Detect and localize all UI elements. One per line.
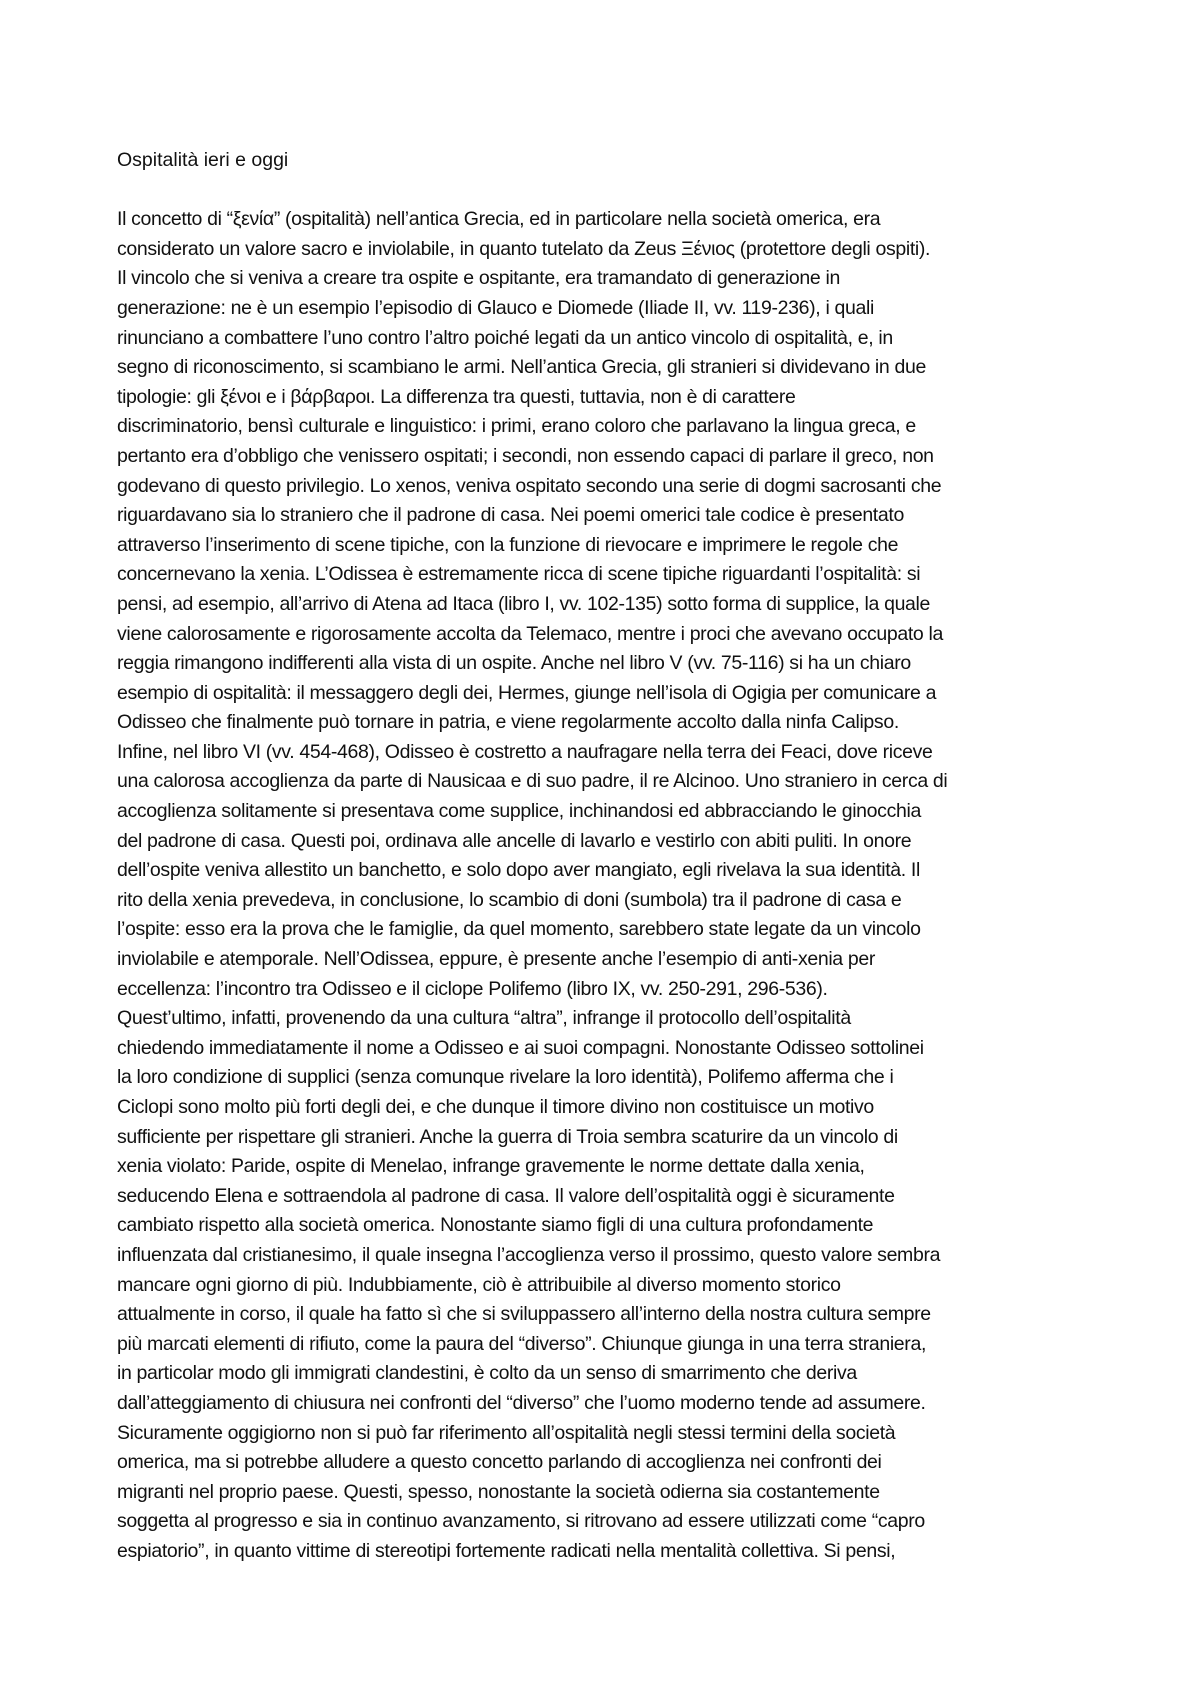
paragraph-line: rinunciano a combattere l’uno contro l’altro poiché legati da un antico vincolo di ospitalità, e, in — [117, 326, 893, 349]
paragraph-line: riguardavano sia lo straniero che il padrone di casa. Nei poemi omerici tale codice è presentato — [117, 504, 904, 527]
document-title: Ospitalità ieri e oggi — [117, 149, 289, 171]
paragraph-line: del padrone di casa. Questi poi, ordinava alle ancelle di lavarlo e vestirlo con abiti puliti. In onore — [117, 829, 912, 852]
paragraph-line: mancare ogni giorno di più. Indubbiamente, ciò è attribuibile al diverso momento storico — [117, 1273, 841, 1296]
paragraph-line: omerica, ma si potrebbe alludere a questo concetto parlando di accoglienza nei confronti dei — [117, 1451, 882, 1474]
paragraph-line: cambiato rispetto alla società omerica. Nonostante siamo figli di una cultura profondamente — [117, 1214, 874, 1237]
paragraph-line: Ciclopi sono molto più forti degli dei, e che dunque il timore divino non costituisce un motivo — [117, 1096, 874, 1118]
paragraph-line: pertanto era d’obbligo che venissero ospitati; i secondi, non essendo capaci di parlare il greco, non — [117, 444, 934, 467]
paragraph-line: discriminatorio, bensì culturale e linguistico: i primi, erano coloro che parlavano la lingua greca, e — [117, 415, 916, 438]
paragraph-line: seducendo Elena e sottraendola al padrone di casa. Il valore dell’ospitalità oggi è sicuramente — [117, 1184, 895, 1207]
paragraph-line: soggetta al progresso e sia in continuo avanzamento, si ritrovano ad essere utilizzati come “capro — [117, 1510, 925, 1533]
paragraph-line: Odisseo che finalmente può tornare in patria, e viene regolarmente accolto dalla ninfa Calipso. — [117, 711, 899, 734]
paragraph-line: segno di riconoscimento, si scambiano le armi. Nell’antica Grecia, gli stranieri si dividevano in due — [117, 356, 926, 379]
paragraph-line: Quest’ultimo, infatti, provenendo da una cultura “altra”, infrange il protocollo dell’ospitalità — [117, 1007, 851, 1030]
paragraph-line: Il concetto di “ξενία” (ospitalità) nell’antica Grecia, ed in particolare nella società omerica, era — [117, 208, 881, 231]
paragraph-line: una calorosa accoglienza da parte di Nausicaa e di suo padre, il re Alcinoo. Uno straniero in cerca di — [117, 770, 948, 793]
paragraph-line: godevano di questo privilegio. Lo xenos, veniva ospitato secondo una serie di dogmi sacrosanti che — [117, 474, 942, 497]
paragraph-line: accoglienza solitamente si presentava come supplice, inchinandosi ed abbracciando le ginocchia — [117, 800, 921, 823]
paragraph-line: Infine, nel libro VI (vv. 454-468), Odisseo è costretto a naufragare nella terra dei Feaci, dove riceve — [117, 740, 933, 763]
paragraph-line: considerato un valore sacro e inviolabile, in quanto tutelato da Zeus Ξένιος (protettore degli ospiti). — [117, 237, 931, 260]
paragraph-line: l’ospite: esso era la prova che le famiglie, da quel momento, sarebbero state legate da un vincolo — [117, 918, 921, 941]
paragraph-line: Il vincolo che si veniva a creare tra ospite e ospitante, era tramandato di generazione in — [117, 267, 840, 290]
paragraph-line: pensi, ad esempio, all’arrivo di Atena ad Itaca (libro I, vv. 102-135) sotto forma di supplice, la quale — [117, 592, 931, 615]
paragraph-line: chiedendo immediatamente il nome a Odisseo e ai suoi compagni. Nonostante Odisseo sottolinei — [117, 1036, 924, 1059]
paragraph-line: dell’ospite veniva allestito un banchetto, e solo dopo aver mangiato, egli rivelava la sua identità. Il — [117, 859, 920, 882]
document-body — [117, 146, 1097, 1567]
paragraph-line: sufficiente per rispettare gli stranieri. Anche la guerra di Troia sembra scaturire da un vincolo di — [117, 1125, 898, 1148]
paragraph-line: viene calorosamente e rigorosamente accolta da Telemaco, mentre i proci che avevano occupato la — [117, 622, 943, 645]
paragraph-line: generazione: ne è un esempio l’episodio di Glauco e Diomede (Iliade II, vv. 119-236), i quali — [117, 296, 874, 319]
paragraph-line: eccellenza: l’incontro tra Odisseo e il ciclope Polifemo (libro IX, vv. 250-291, 296-536). — [117, 977, 828, 1000]
paragraph-line: attualmente in corso, il quale ha fatto sì che si sviluppassero all’interno della nostra cultura sempre — [117, 1303, 931, 1326]
paragraph-line: rito della xenia prevedeva, in conclusione, lo scambio di doni (sumbola) tra il padrone di casa e — [117, 888, 902, 911]
paragraph-line: inviolabile e atemporale. Nell’Odissea, eppure, è presente anche l’esempio di anti-xenia per — [117, 948, 876, 971]
paragraph-line: espiatorio”, in quanto vittime di stereotipi fortemente radicati nella mentalità collettiva. Si pensi, — [117, 1539, 896, 1562]
paragraph-line: reggia rimangono indifferenti alla vista di un ospite. Anche nel libro V (vv. 75-116) si ha un chiaro — [117, 652, 911, 675]
paragraph-line: la loro condizione di supplici (senza comunque rivelare la loro identità), Polifemo afferma che i — [117, 1066, 894, 1089]
paragraph-line: in particolar modo gli immigrati clandestini, è colto da un senso di smarrimento che deriva — [117, 1362, 857, 1385]
paragraph-line: tipologie: gli ξένοι e i βάρβαροι. La differenza tra questi, tuttavia, non è di carattere — [117, 385, 796, 408]
paragraph-line: xenia violato: Paride, ospite di Menelao, infrange gravemente le norme dettate dalla xenia, — [117, 1155, 865, 1178]
paragraph-line: migranti nel proprio paese. Questi, spesso, nonostante la società odierna sia costantemente — [117, 1480, 880, 1503]
paragraph-line: influenzata dal cristianesimo, il quale insegna l’accoglienza verso il prossimo, questo valore sembra — [117, 1243, 941, 1266]
paragraph-line: esempio di ospitalità: il messaggero degli dei, Hermes, giunge nell’isola di Ogigia per comunicare a — [117, 681, 937, 704]
paragraph-line: concernevano la xenia. L’Odissea è estremamente ricca di scene tipiche riguardanti l’ospitalità: si — [117, 563, 921, 586]
paragraph-line: dall’atteggiamento di chiusura nei confronti del “diverso” che l’uomo moderno tende ad assumere. — [117, 1391, 926, 1414]
paragraph-line: più marcati elementi di rifiuto, come la paura del “diverso”. Chiunque giunga in una terra straniera, — [117, 1332, 927, 1355]
body-paragraph — [117, 205, 1097, 1566]
paragraph-line: Sicuramente oggigiorno non si può far riferimento all’ospitalità negli stessi termini della società — [117, 1421, 896, 1444]
title-spacer — [117, 176, 1097, 206]
paragraph-line: attraverso l’inserimento di scene tipiche, con la funzione di rievocare e imprimere le regole che — [117, 533, 899, 556]
